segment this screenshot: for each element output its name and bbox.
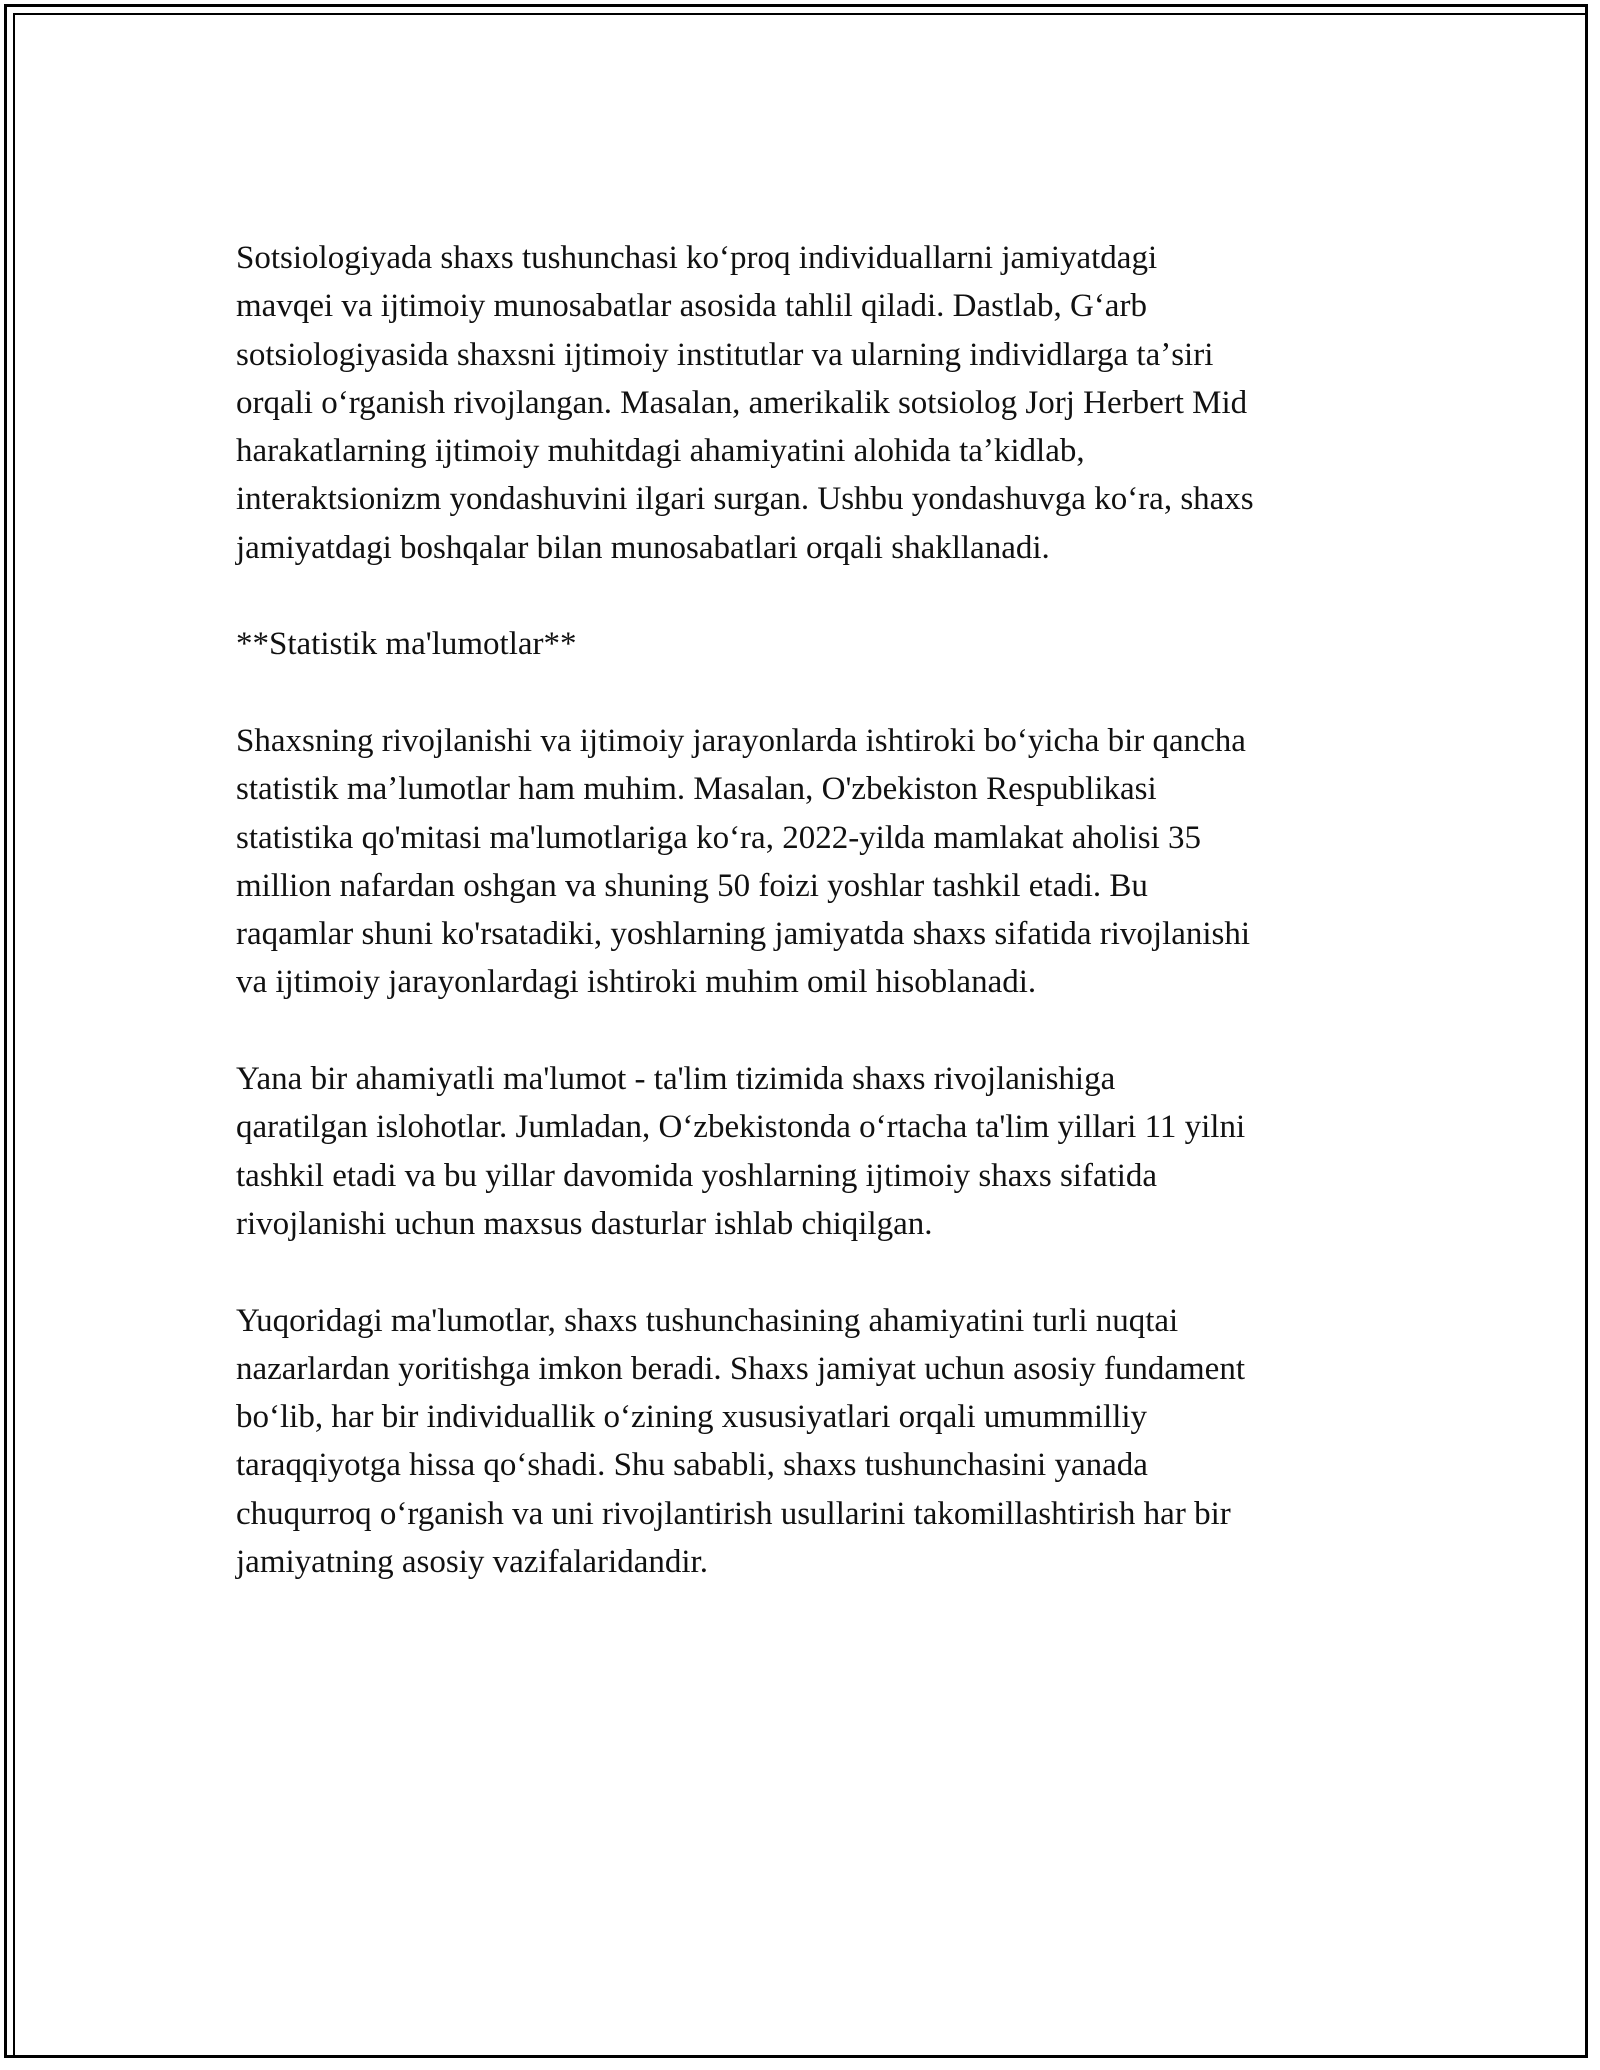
paragraph-conclusion: Yuqoridagi ma'lumotlar, shaxs tushunchasining ahamiyatini turli nuqtai nazarlardan yoritishga imkon beradi. Shaxs jamiyat uchun asosiy fundament boʻlib, har bir individuallik oʻzining xususiyatlari orqali umummilliy taraqqiyotga hissa qoʻshadi. Shu sababli, shaxs tushunchasini yanada chuqurroq oʻrganish va uni rivojlantirish usullarini takomillashtirish har bir jamiyatning asosiy vazifalaridandir. <box>236 1302 1245 1581</box>
paragraph-intro: Sotsiologiyada shaxs tushunchasi koʻproq individuallarni jamiyatdagi mavqei va ijtimoiy munosabatlar asosida tahlil qiladi. Dastlab, Gʻarb sotsiologiyasida shaxsni ijtimoiy institutlar va ularning individlarga taʼsiri orqali oʻrganish rivojlangan. Masalan, amerikalik sotsiolog Jorj Herbert Mid harakatlarning ijtimoiy muhitdagi ahamiyatini alohida taʼkidlab, interaktsionizm yondashuvini ilgari surgan. Ushbu yondashuvga koʻra, shaxs jamiyatdagi boshqalar bilan munosabatlari orqali shakllanadi. <box>236 240 1254 566</box>
paragraph-education: Yana bir ahamiyatli ma'lumot - ta'lim tizimida shaxs rivojlanishiga qaratilgan islohotlar. Jumladan, Oʻzbekistonda oʻrtacha ta'lim yillari 11 yilni tashkil etadi va bu yillar davomida yoshlarning ijtimoiy shaxs sifatida rivojlanishi uchun maxsus dasturlar ishlab chiqilgan. <box>236 1061 1246 1242</box>
section-heading-statistics: **Statistik ma'lumotlar** <box>236 626 577 663</box>
paragraph-statistics: Shaxsning rivojlanishi va ijtimoiy jarayonlarda ishtiroki boʻyicha bir qancha statistik maʼlumotlar ham muhim. Masalan, O'zbekiston Respublikasi statistika qo'mitasi ma'lumotlariga koʻra, 2022-yilda mamlakat aholisi 35 million nafardan oshgan va shuning 50 foizi yoshlar tashkil etadi. Bu raqamlar shuni ko'rsatadiki, yoshlarning jamiyatda shaxs sifatida rivojlanishi va ijtimoiy jarayonlardagi ishtiroki muhim omil hisoblanadi. <box>236 722 1251 1001</box>
document-body <box>236 234 1386 1635</box>
